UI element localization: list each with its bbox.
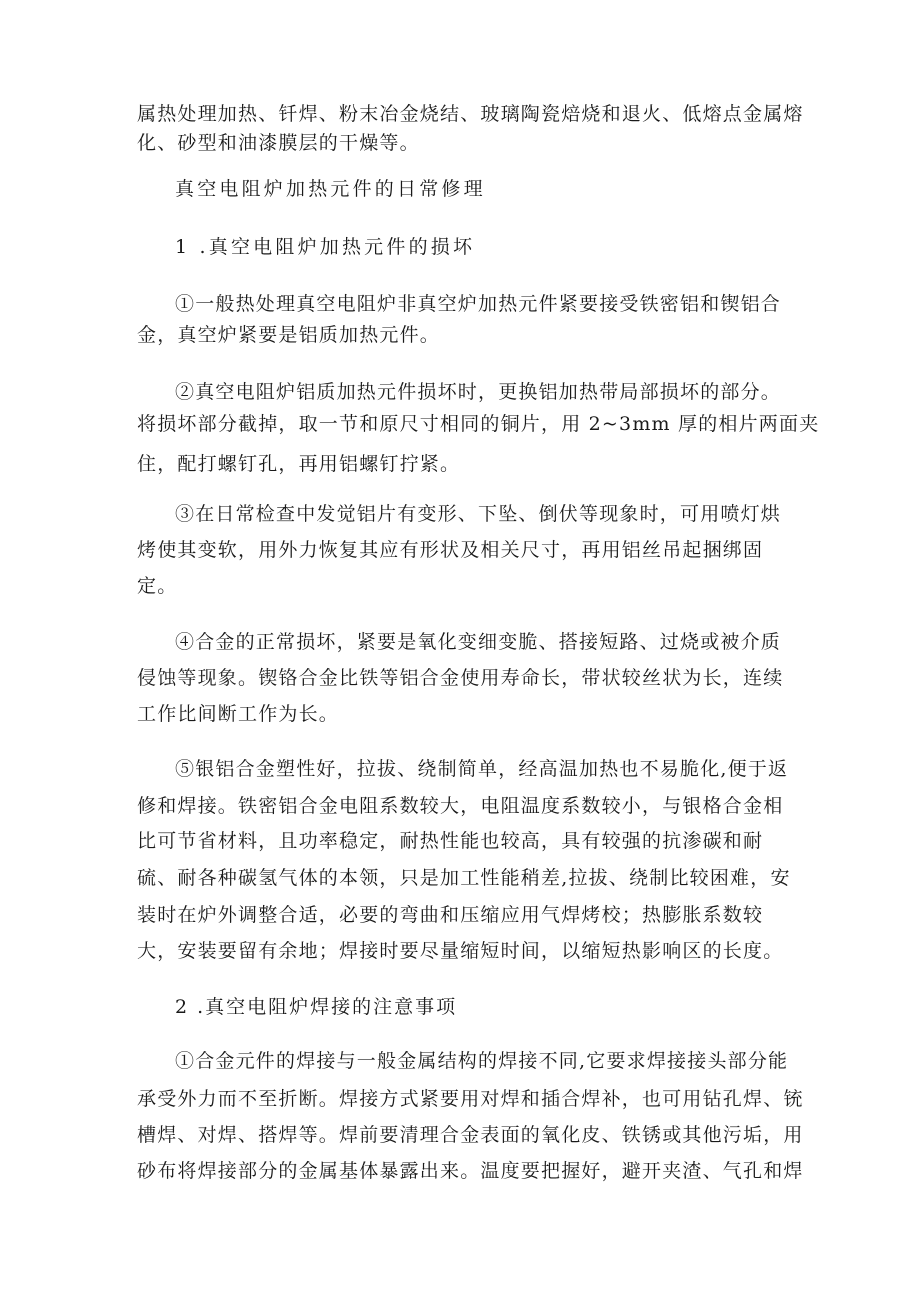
text-line: 将损坏部分截掉，取一节和原尺寸相同的铜片，用 2~3mm 厚的相片两面夹	[137, 413, 820, 435]
text-line: ②真空电阻炉铝质加热元件损坏时，更换铝加热带局部损坏的部分。	[175, 381, 782, 403]
text-line: 大，安装要留有余地；焊接时要尽量缩短时间，以缩短热影响区的长度。	[137, 940, 784, 962]
subsection-heading: 1 .真空电阻炉加热元件的损坏	[175, 236, 476, 258]
section-heading: 真空电阻炉加热元件的日常修理	[175, 178, 486, 200]
text-line: ①合金元件的焊接与一般金属结构的焊接不同,它要求焊接接头部分能	[175, 1050, 789, 1072]
text-line: ③在日常检查中发觉铝片有变形、下坠、倒伏等现象时，可用喷灯烘	[175, 503, 782, 525]
text-line: 承受外力而不至折断。焊接方式紧要用对焊和插合焊补，也可用钻孔焊、铳	[137, 1088, 804, 1110]
text-line: 烤使其变软，用外力恢复其应有形状及相关尺寸，再用铝丝吊起捆绑固	[137, 539, 764, 561]
text-line: 定。	[137, 575, 178, 597]
text-line: 硫、耐各种碳氢气体的本领，只是加工性能稍差,拉拔、绕制比较困难，安	[137, 867, 791, 889]
text-line: 住，配打螺钉孔，再用铝螺钉拧紧。	[137, 453, 461, 475]
text-line: ①一般热处理真空电阻炉非真空炉加热元件紧要接受铁密铝和锲铝合	[175, 293, 782, 315]
text-line: 修和焊接。铁密铝合金电阻系数较大，电阻温度系数较小，与银格合金相	[137, 795, 784, 817]
text-line: ⑤银铝合金塑性好，拉拔、绕制简单，经高温加热也不易脆化,便于返	[175, 758, 789, 780]
text-line: 侵蚀等现象。锲铬合金比铁等铝合金使用寿命长，带状较丝状为长，连续	[137, 667, 784, 689]
text-line: 金，真空炉紧要是铝质加热元件。	[137, 324, 441, 346]
subsection-heading: 2 .真空电阻炉焊接的注意事项	[175, 996, 458, 1018]
text-line: 比可节省材料，且功率稳定，耐热性能也较高，具有较强的抗渗碳和耐	[137, 830, 764, 852]
text-line: 化、砂型和油漆膜层的干燥等。	[137, 132, 420, 154]
text-line: 装时在炉外调整合适，必要的弯曲和压缩应用气焊烤校；热膨胀系数较	[137, 904, 764, 926]
text-line: ④合金的正常损坏，紧要是氧化变细变脆、搭接短路、过烧或被介质	[175, 631, 782, 653]
text-line: 砂布将焊接部分的金属基体暴露出来。温度要把握好，避开夹渣、气孔和焊	[137, 1160, 804, 1182]
text-line: 工作比间断工作为长。	[137, 703, 340, 725]
text-line: 槽焊、对焊、搭焊等。焊前要清理合金表面的氧化皮、铁锈或其他污垢，用	[137, 1124, 804, 1146]
text-line: 属热处理加热、钎焊、粉末冶金烧结、玻璃陶瓷焙烧和退火、低熔点金属熔	[137, 103, 804, 125]
